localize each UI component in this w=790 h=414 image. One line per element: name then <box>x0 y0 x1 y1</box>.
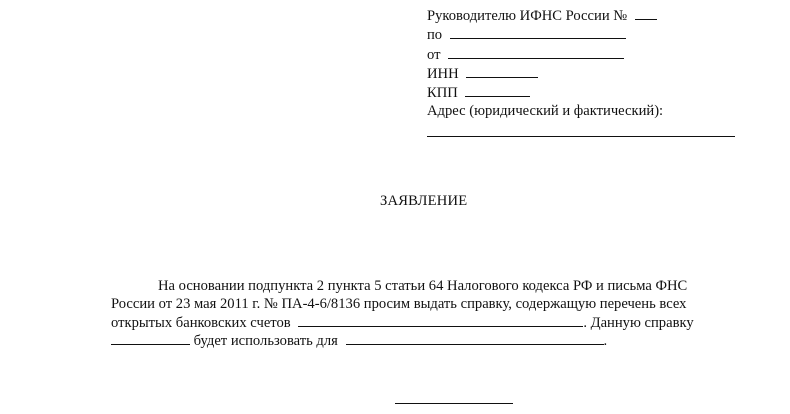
ot-field[interactable] <box>448 45 624 59</box>
body-text-3-end: . Данную справку <box>583 315 694 331</box>
body-line-1 <box>158 277 687 295</box>
body-text-4-end: . <box>603 333 608 349</box>
address-label: Адрес (юридический и фактический): <box>427 103 664 119</box>
address-line <box>427 102 663 120</box>
address-field[interactable] <box>427 136 735 137</box>
po-field[interactable] <box>450 25 626 39</box>
accounts-field[interactable] <box>298 313 583 327</box>
inn-line <box>427 64 538 82</box>
purpose-field[interactable] <box>346 331 604 345</box>
inn-field[interactable] <box>466 64 538 78</box>
ot-label: от <box>427 47 441 63</box>
addressee-label: Руководителю ИФНС России № <box>427 8 628 24</box>
kpp-label: КПП <box>427 85 458 101</box>
ot-line <box>427 45 624 63</box>
document-title: ЗАЯВЛЕНИЕ <box>380 193 468 209</box>
addressee-line <box>427 6 657 24</box>
ifns-number-field[interactable] <box>635 6 657 20</box>
body-text-1: На основании подпункта 2 пункта 5 статьи 64 Налогового кодекса РФ и письма ФНС <box>158 278 688 294</box>
body-text-3-start: открытых банковских счетов <box>111 315 291 331</box>
po-label: по <box>427 27 443 43</box>
body-text-2: России от 23 мая 2011 г. № ПА-4-6/8136 просим выдать справку, содержащую перечень всех <box>111 296 687 312</box>
user-field[interactable] <box>111 331 190 345</box>
body-line-4 <box>111 331 607 349</box>
body-line-3 <box>111 313 694 331</box>
signature-field[interactable] <box>395 403 513 404</box>
kpp-line <box>427 83 530 101</box>
body-text-4-mid: будет использовать для <box>193 333 338 349</box>
inn-label: ИНН <box>427 66 459 82</box>
kpp-field[interactable] <box>465 83 530 97</box>
po-line <box>427 25 626 43</box>
body-line-2 <box>111 295 686 313</box>
